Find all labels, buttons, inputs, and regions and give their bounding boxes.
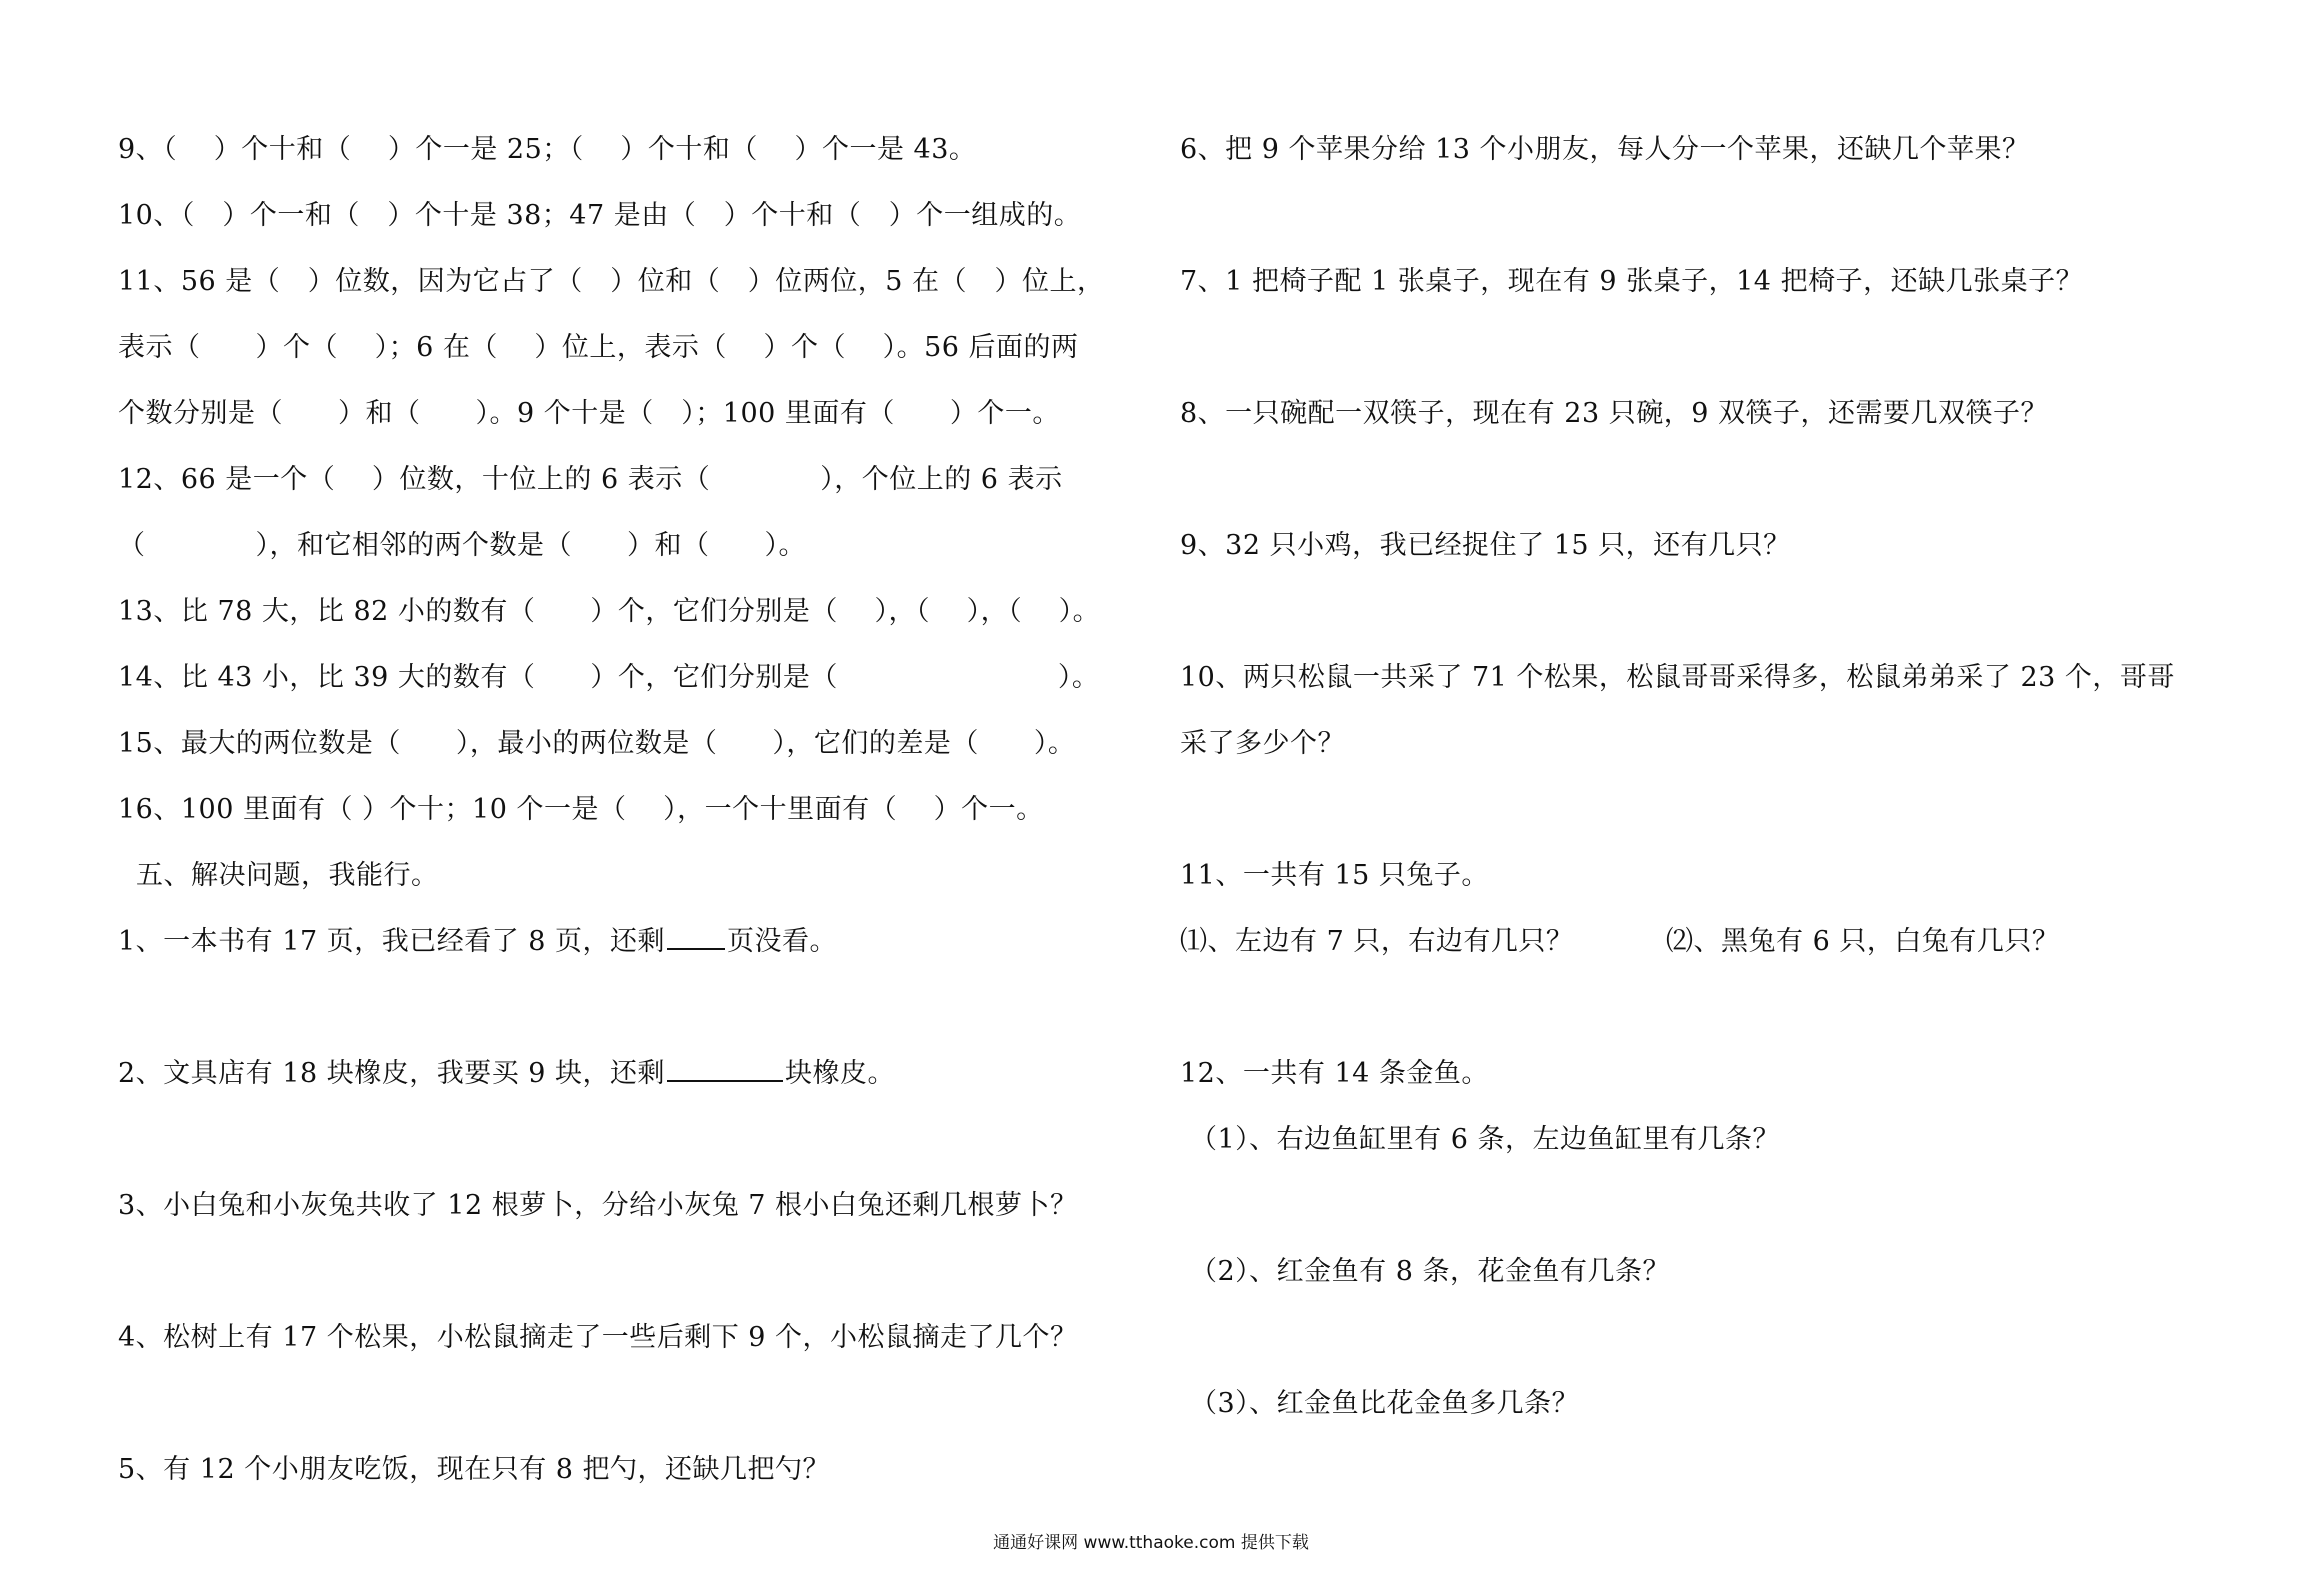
problem-12-sub-3: （3）、红金鱼比花金鱼多几条？ [1190, 1388, 1580, 1419]
problem-4: 4、松树上有 17 个松果，小松鼠摘走了一些后剩下 9 个，小松鼠摘走了几个？ [118, 1322, 1078, 1353]
problem-3: 3、小白兔和小灰兔共收了 12 根萝卜，分给小灰兔 7 根小白兔还剩几根萝卜？ [118, 1190, 1078, 1221]
problem-7: 7、1 把椅子配 1 张桌子，现在有 9 张桌子，14 把椅子，还缺几张桌子？ [1180, 266, 2084, 297]
problem-1-text-end: 页没看。 [727, 926, 838, 957]
question-12-line-1: 12、66 是一个（ ）位数，十位上的 6 表示（ ），个位上的 6 表示 [118, 464, 1063, 495]
question-13: 13、比 78 大，比 82 小的数有（ ）个，它们分别是（ ），（ ），（ ）。 [118, 596, 1101, 627]
question-14: 14、比 43 小，比 39 大的数有（ ）个，它们分别是（ ）。 [118, 662, 1100, 693]
problem-2 [118, 1056, 895, 1092]
problem-11-sub-1: ⑴、左边有 7 只，右边有几只？ [1180, 926, 1574, 957]
answer-blank[interactable] [667, 926, 725, 950]
footer-credit: 通通好课网 www.tthaoke.com 提供下载 [993, 1533, 1309, 1553]
question-11-line-2: 表示（ ）个（ ）；6 在（ ）位上，表示（ ）个（ ）。56 后面的两 [118, 332, 1079, 363]
problem-8: 8、一只碗配一双筷子，现在有 23 只碗，9 双筷子，还需要几双筷子？ [1180, 398, 2048, 429]
problem-2-text: 2、文具店有 18 块橡皮，我要买 9 块，还剩 [118, 1058, 666, 1089]
problem-6: 6、把 9 个苹果分给 13 个小朋友，每人分一个苹果，还缺几个苹果？ [1180, 134, 2030, 165]
question-15: 15、最大的两位数是（ ），最小的两位数是（ ），它们的差是（ ）。 [118, 728, 1076, 759]
problem-1-text: 1、一本书有 17 页，我已经看了 8 页，还剩 [118, 926, 666, 957]
question-10: 10、（ ）个一和（ ）个十是 38；47 是由（ ）个十和（ ）个一组成的。 [118, 200, 1082, 231]
question-11-line-3: 个数分别是（ ）和（ ）。9 个十是（ ）；100 里面有（ ）个一。 [118, 398, 1060, 429]
section-5-title: 五、解决问题，我能行。 [136, 860, 439, 891]
problem-12-sub-1: （1）、右边鱼缸里有 6 条，左边鱼缸里有几条？ [1190, 1124, 1781, 1155]
problem-12: 12、一共有 14 条金鱼。 [1180, 1058, 1489, 1089]
question-11-line-1: 11、56 是（ ）位数，因为它占了（ ）位和（ ）位两位，5 在（ ）位上， [118, 266, 1105, 297]
problem-5: 5、有 12 个小朋友吃饭，现在只有 8 把勺，还缺几把勺？ [118, 1454, 831, 1485]
question-12-line-2: （ ），和它相邻的两个数是（ ）和（ ）。 [118, 530, 806, 561]
problem-1 [118, 924, 837, 960]
problem-11-sub-2: ⑵、黑兔有 6 只，白兔有几只？ [1666, 926, 2060, 957]
problem-2-text-end: 块橡皮。 [785, 1058, 896, 1089]
problem-11: 11、一共有 15 只兔子。 [1180, 860, 1489, 891]
answer-blank[interactable] [667, 1058, 783, 1082]
problem-9: 9、32 只小鸡，我已经捉住了 15 只，还有几只？ [1180, 530, 1791, 561]
question-9: 9、（ ）个十和（ ）个一是 25；（ ）个十和（ ）个一是 43。 [118, 134, 977, 165]
problem-12-sub-2: （2）、红金鱼有 8 条，花金鱼有几条？ [1190, 1256, 1671, 1287]
question-16: 16、100 里面有（ ）个十；10 个一是（ ），一个十里面有（ ）个一。 [118, 794, 1044, 825]
problem-10-line-2: 采了多少个？ [1180, 728, 1345, 759]
problem-10-line-1: 10、两只松鼠一共采了 71 个松果，松鼠哥哥采得多，松鼠弟弟采了 23 个，哥哥 [1180, 662, 2175, 693]
